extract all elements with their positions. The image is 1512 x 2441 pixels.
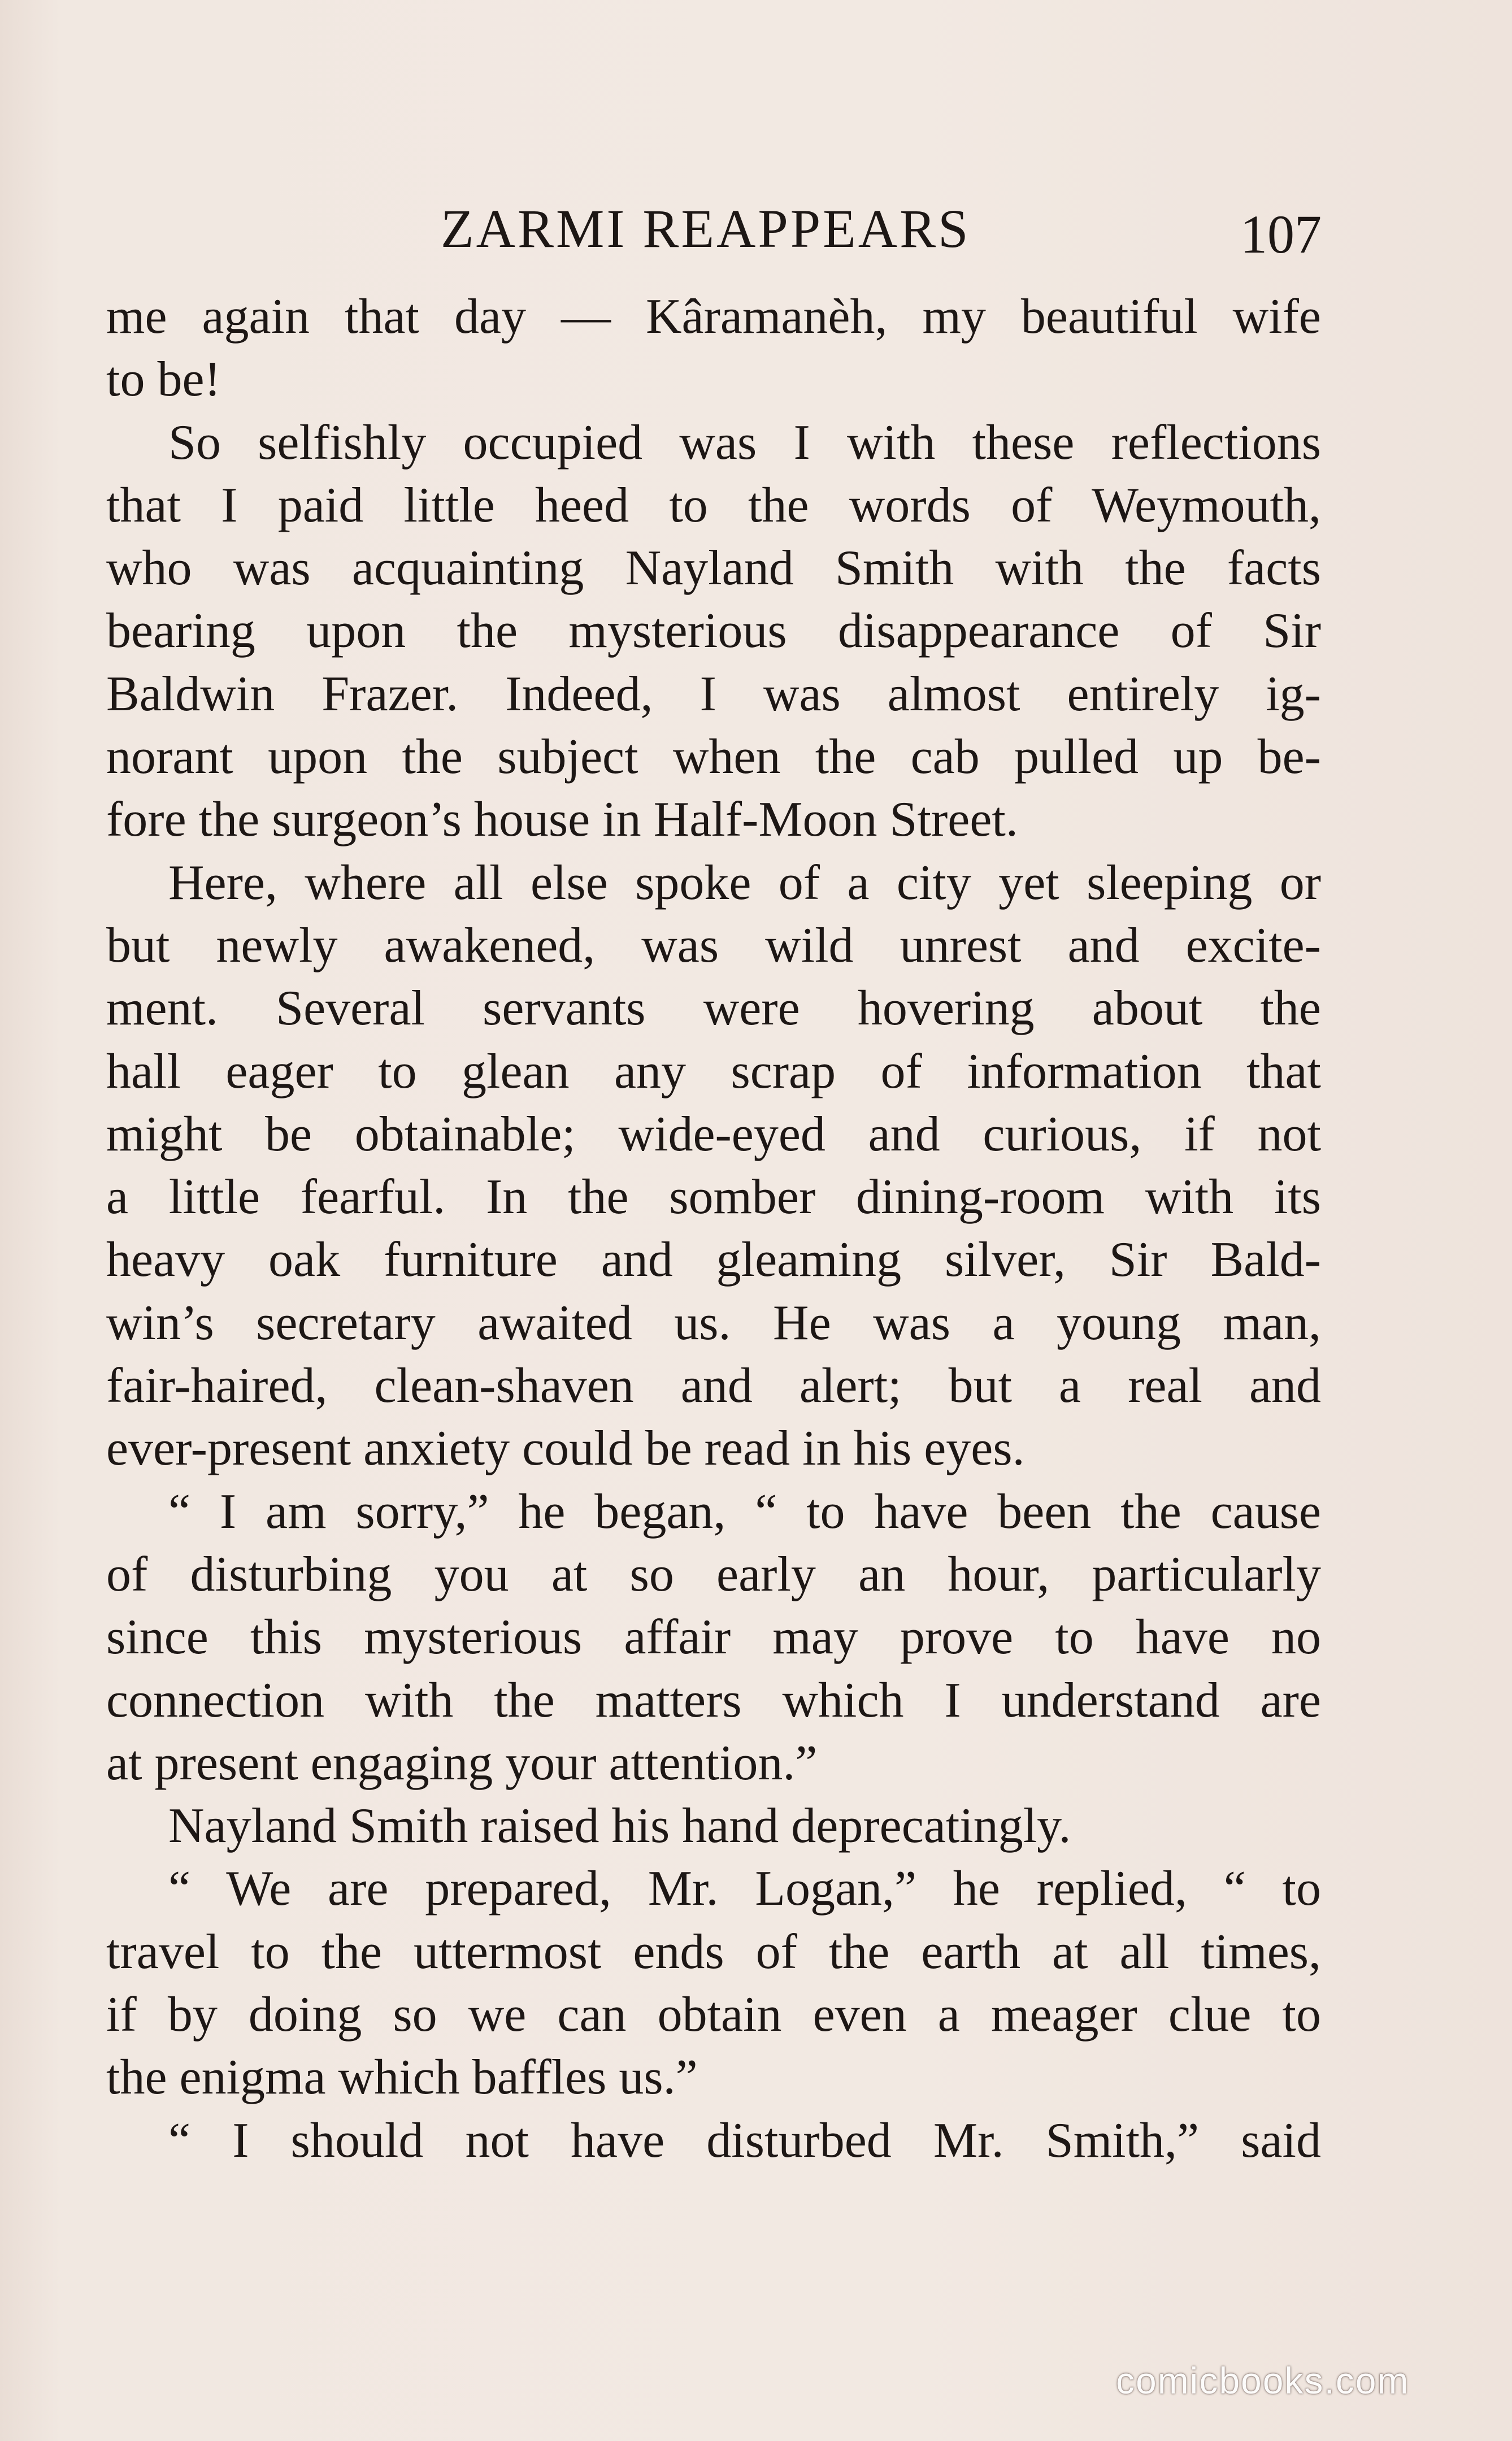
text-line: the enigma which baffles us.”: [106, 2050, 698, 2105]
text-line: hall eager to glean any scrap of information that: [106, 1044, 1321, 1099]
text-line: of disturbing you at so early an hour, particularly: [106, 1547, 1321, 1602]
text-line: that I paid little heed to the words of Weymouth,: [106, 477, 1321, 533]
text-line: me again that day — Kâramanèh, my beautiful wife: [106, 289, 1321, 344]
text-line: “ We are prepared, Mr. Logan,” he replied, “ to: [168, 1861, 1321, 1917]
text-line: to be!: [106, 352, 221, 407]
text-line: might be obtainable; wide-eyed and curious, if not: [106, 1106, 1321, 1162]
text-line: win’s secretary awaited us. He was a young man,: [106, 1295, 1321, 1350]
text-line: norant upon the subject when the cab pulled up be-: [106, 729, 1321, 785]
page-header: [0, 189, 1512, 268]
text-line: a little fearful. In the somber dining-room with its: [106, 1170, 1321, 1225]
text-line: if by doing so we can obtain even a meager clue to: [106, 1987, 1321, 2043]
watermark: comicbooks.com: [1116, 2360, 1410, 2401]
running-title: ZARMI REAPPEARS: [441, 198, 971, 259]
text-line: So selfishly occupied was I with these reflections: [168, 415, 1321, 470]
text-line: at present engaging your attention.”: [106, 1735, 818, 1791]
body-text: [106, 285, 1321, 2172]
text-line: “ I am sorry,” he began, “ to have been the cause: [168, 1484, 1321, 1539]
text-line: Here, where all else spoke of a city yet sleeping or: [168, 855, 1321, 910]
text-line: but newly awakened, was wild unrest and excite-: [106, 918, 1321, 973]
text-line: fore the surgeon’s house in Half-Moon Street.: [106, 792, 1018, 848]
text-line: heavy oak furniture and gleaming silver, Sir Bald-: [106, 1232, 1321, 1288]
page-number: 107: [1240, 204, 1322, 264]
text-line: bearing upon the mysterious disappearance of Sir: [106, 603, 1321, 659]
text-line: ment. Several servants were hovering about the: [106, 981, 1321, 1036]
text-line: Nayland Smith raised his hand deprecatingly.: [168, 1799, 1071, 1854]
text-line: fair-haired, clean-shaven and alert; but a real and: [106, 1358, 1321, 1414]
text-line: ever-present anxiety could be read in his eyes.: [106, 1421, 1025, 1476]
text-line: “ I should not have disturbed Mr. Smith,” said: [168, 2113, 1321, 2168]
text-line: who was acquainting Nayland Smith with the facts: [106, 541, 1321, 596]
text-line: connection with the matters which I understand are: [106, 1673, 1321, 1728]
text-line: Baldwin Frazer. Indeed, I was almost entirely ig-: [106, 666, 1321, 722]
text-line: travel to the uttermost ends of the earth at all times,: [106, 1924, 1321, 1979]
text-line: since this mysterious affair may prove to have no: [106, 1610, 1321, 1665]
